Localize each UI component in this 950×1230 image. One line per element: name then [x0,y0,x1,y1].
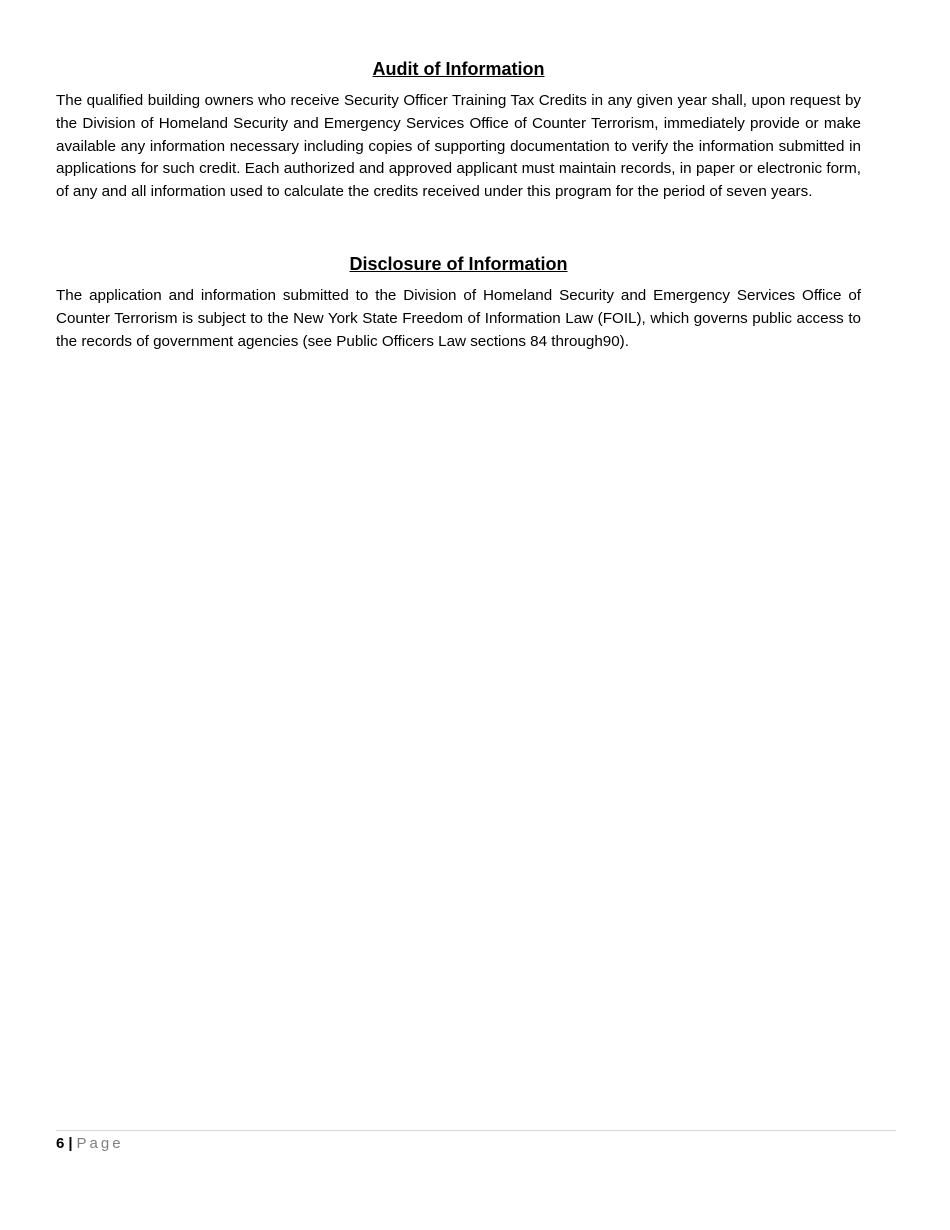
disclosure-paragraph: The application and information submitted to the Division of Homeland Security and Emergency Services Office of Counter Terrorism is subject to the New York State Freedom of Information Law (FOIL), which governs public access to the records of government agencies (see Public Officers Law sections 84 through90). [56,287,861,350]
audit-section [56,57,861,204]
page-label: Page [76,1135,124,1152]
disclosure-heading: Disclosure of Information [349,254,568,274]
page-number-line [56,1134,124,1154]
page-separator: | [68,1135,73,1152]
page-footer [56,1130,896,1152]
audit-paragraph: The qualified building owners who receive Security Officer Training Tax Credits in any given year shall, upon request by the Division of Homeland Security and Emergency Services Office of Counter Terrorism, immediately provide or make available any information necessary including copies of supporting documentation to verify the information submitted in applications for such credit. Each authorized and approved applicant must maintain records, in paper or electronic form, of any and all information used to calculate the credits received under this program for the period of seven years. [56,92,861,201]
disclosure-section [56,252,861,353]
audit-heading: Audit of Information [372,59,545,79]
page-number: 6 [56,1135,65,1152]
